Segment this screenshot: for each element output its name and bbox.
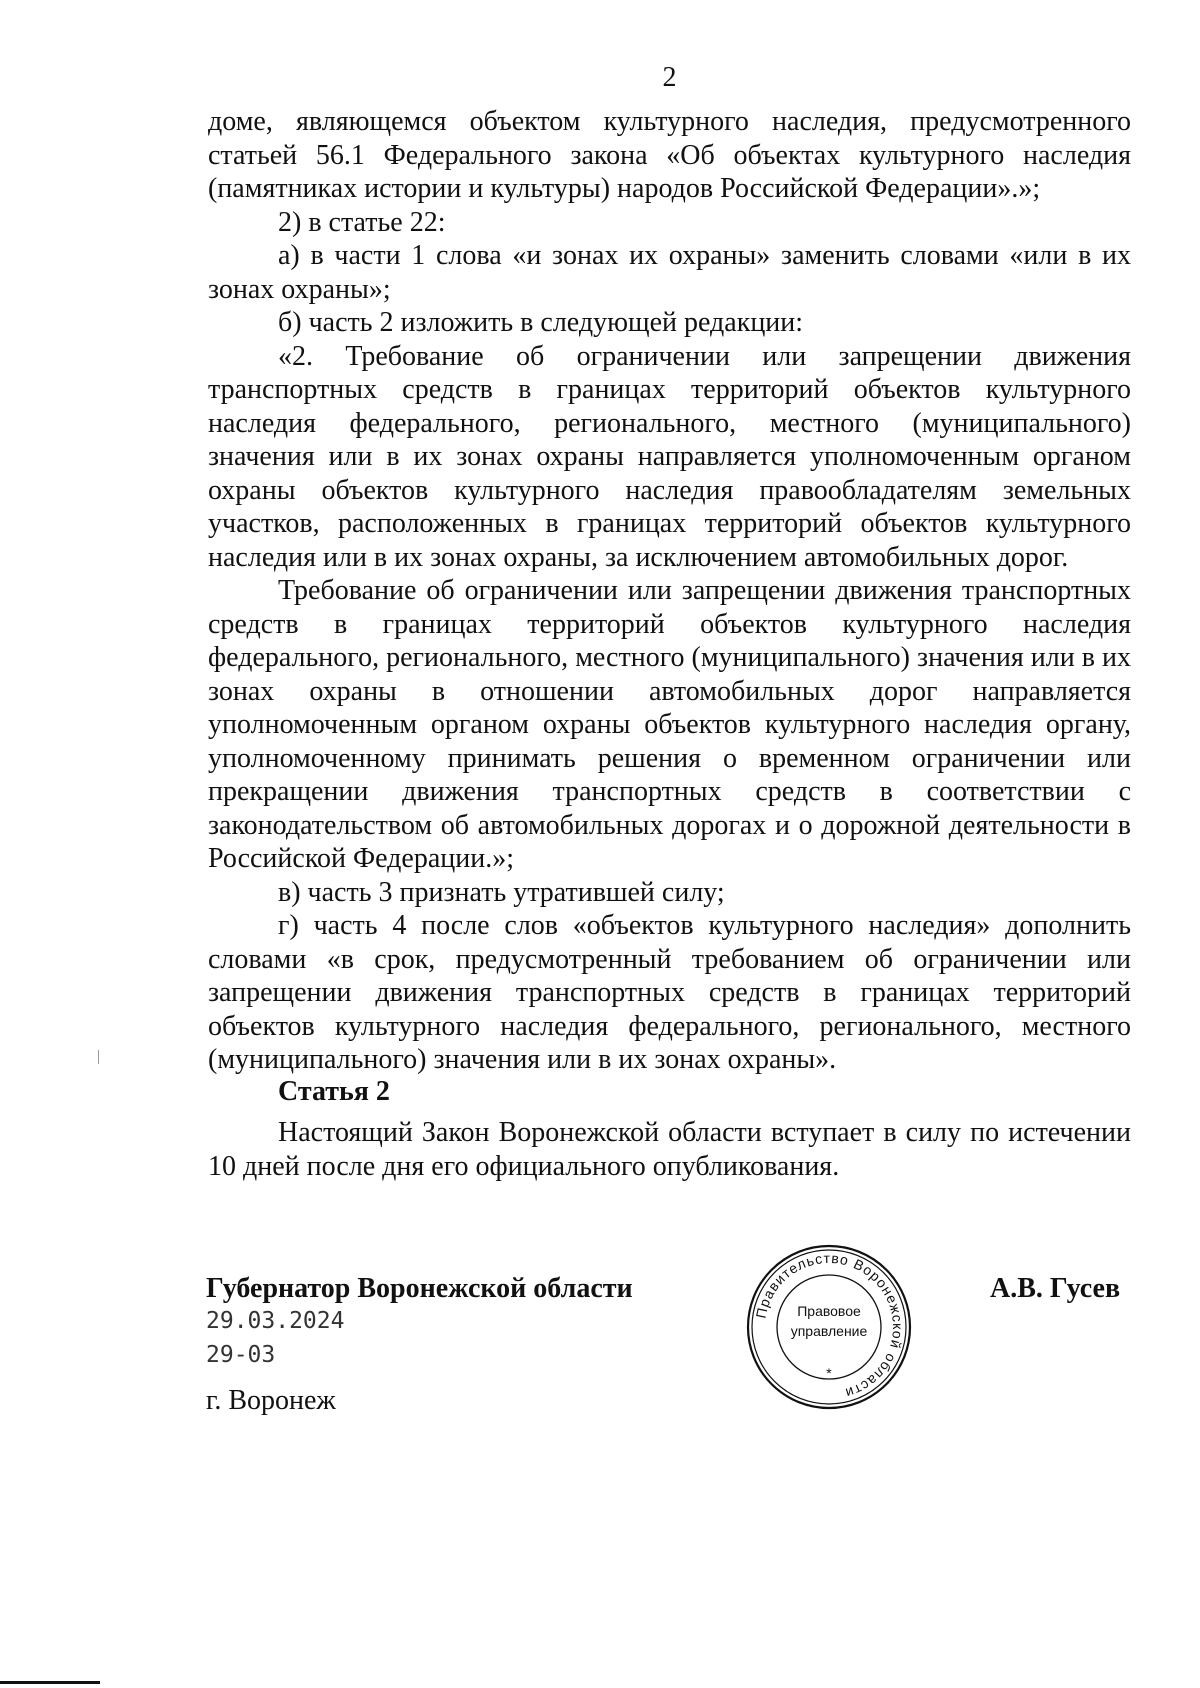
document-date: 29.03.2024 — [206, 1308, 345, 1334]
article-heading: Статья 2 — [278, 1076, 390, 1107]
paragraph-item-v: в) часть 3 признать утратившей силу; — [278, 876, 725, 908]
article-text — [208, 1116, 1131, 1184]
stamp-star: * — [826, 1365, 832, 1381]
bottom-rule — [0, 1681, 100, 1684]
document-body — [208, 105, 1131, 1077]
paragraph-item-a: а) в части 1 слова «и зонах их охраны» заменить словами «или в их зонах охраны»; — [208, 240, 1131, 305]
article-paragraph: Настоящий Закон Воронежской области вступает в силу по истечении 10 дней после дня его официального опубликования. — [208, 1117, 1131, 1182]
paragraph-part-2-quote: «2. Требование об ограничении или запрещении движения транспортных средств в границах территорий объектов культурного наследия федерального, регионального, местного (муниципального) значения или в их зонах охраны направляется уполномоченным органом охраны объектов культурного наследия правообладателям земельных участков, расположенных в границах территорий объектов культурного наследия или в их зонах охраны, за исключением автомобильных дорог. — [208, 340, 1131, 573]
governor-title: Губернатор Воронежской области — [206, 1273, 633, 1304]
paragraph-item-g: г) часть 4 после слов «объектов культурного наследия» дополнить словами «в срок, предусмотренный требованием об ограничении или запрещении движения транспортных средств в границах территорий объектов культурного наследия федерального, регионального, местного (муниципального) значения или в их зонах охраны». — [208, 910, 1131, 1075]
paragraph-continuation: доме, являющемся объектом культурного наследия, предусмотренного статьей 56.1 Федерального закона «Об объектах культурного наследия (памятниках истории и культуры) народов Российской Федерации».»; — [208, 106, 1131, 204]
stamp-line-1: Правовое — [797, 1303, 861, 1319]
stamp-line-2: управление — [790, 1323, 868, 1339]
official-stamp — [745, 1243, 913, 1411]
margin-mark — [98, 1050, 99, 1064]
paragraph-item-b: б) часть 2 изложить в следующей редакции: — [278, 307, 804, 338]
page-number: 2 — [662, 62, 677, 93]
document-number: 29-03 — [206, 1342, 276, 1368]
paragraph-requirement: Требование об ограничении или запрещении движения транспортных средств в границах территорий объектов культурного наследия федерального, регионального, местного (муниципального) значения или в их зонах охраны в отношении автомобильных дорог направляется уполномоченным органом охраны объектов культурного наследия органу, уполномоченному принимать решения о временном ограничении или прекращении движения транспортных средств в соответствии с законодательством об автомобильных дорогах и о дорожной деятельности в Российской Федерации.»; — [208, 575, 1131, 874]
svg-text:Правительство Воронежской обла: Правительство Воронежской области — [752, 1249, 907, 1402]
paragraph-article-22: 2) в статье 22: — [278, 206, 446, 238]
city: г. Воронеж — [206, 1385, 336, 1416]
signer-name: А.В. Гусев — [990, 1273, 1121, 1304]
stamp-center-text — [745, 1301, 913, 1383]
